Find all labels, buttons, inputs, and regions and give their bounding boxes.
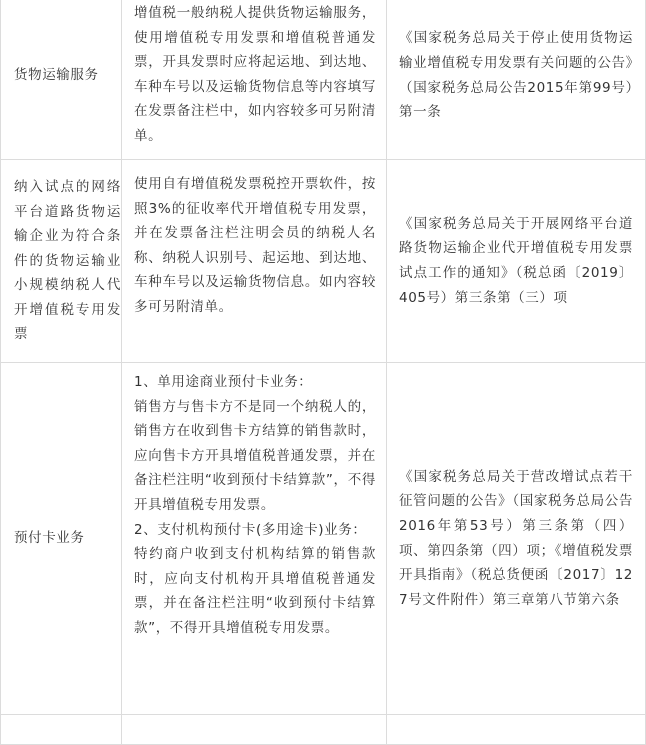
requirement-text	[134, 370, 376, 641]
table-row	[0, 0, 646, 160]
category-text: 预付卡业务	[14, 530, 85, 547]
basis-text: 《国家税务总局关于营改增试点若干征管问题的公告》（国家税务总局公告2016年第53号）第三条第（四）项、第四条第（四）项；《增值税发票开具指南》（税总货便函〔2017〕127号文件附件）第三章第八节第六条	[399, 468, 633, 608]
table-row	[0, 160, 646, 363]
category-cell	[0, 363, 122, 715]
requirement-text: 使用自有增值税发票税控开票软件，按照3%的征收率代开增值税专用发票，并在发票备注栏注明会员的纳税人名称、纳税人识别号、起运地、到达地、车种车号以及运输货物信息。如内容较多可另附清单。	[134, 176, 376, 315]
basis-text: 《国家税务总局关于开展网络平台道路货物运输企业代开增值税专用发票试点工作的通知》（税总函〔2019〕405号）第三条第（三）项	[399, 215, 633, 306]
requirement-text: 增值税一般纳税人提供货物运输服务，使用增值税专用发票和增值税普通发票，开具发票时应将起运地、到达地、车种车号以及运输货物信息等内容填写在发票备注栏中，如内容较多可另附清单。	[134, 5, 376, 144]
category-text: 货物运输服务	[14, 67, 99, 84]
basis-cell	[387, 715, 646, 745]
requirement-cell	[122, 0, 387, 160]
requirement-line: 2、支付机构预付卡(多用途卡)业务：	[134, 521, 367, 538]
requirement-cell	[122, 160, 387, 363]
requirement-line: 销售方与售卡方不是同一个纳税人的，销售方在收到售卡方结算的销售款时，应向售卡方开具增值税普通发票，并在备注栏注明“收到预付卡结算款”，不得开具增值税专用发票。	[134, 398, 376, 513]
requirement-line: 1、单用途商业预付卡业务：	[134, 374, 313, 390]
requirement-cell	[122, 363, 387, 715]
basis-cell	[387, 0, 646, 160]
basis-text: 《国家税务总局关于停止使用货物运输业增值税专用发票有关问题的公告》（国家税务总局公告2015年第99号）第一条	[399, 30, 633, 121]
basis-cell	[387, 160, 646, 363]
table-row	[0, 715, 646, 745]
category-text: 纳入试点的网络平台道路货物运输企业为符合条件的货物运输业小规模纳税人代开增值税专用发票	[14, 178, 121, 343]
category-cell	[0, 715, 122, 745]
requirement-line: 特约商户收到支付机构结算的销售款时，应向支付机构开具增值税普通发票，并在备注栏注明“收到预付卡结算款”，不得开具增值税专用发票。	[134, 546, 376, 636]
basis-cell	[387, 363, 646, 715]
category-cell	[0, 0, 122, 160]
category-cell	[0, 160, 122, 363]
requirement-cell	[122, 715, 387, 745]
table-row	[0, 363, 646, 715]
